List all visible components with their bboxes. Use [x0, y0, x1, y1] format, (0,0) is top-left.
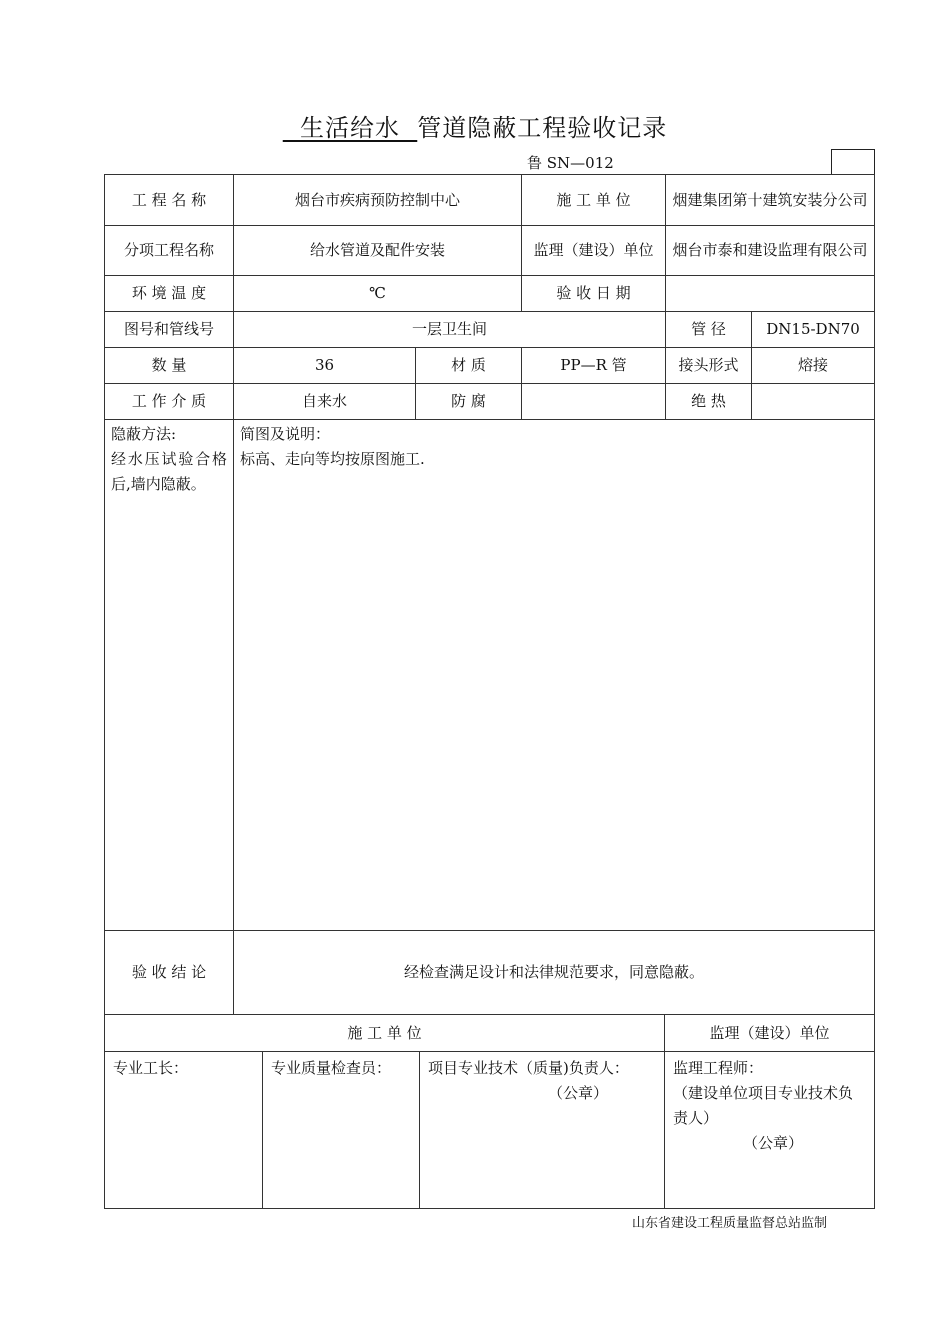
tech-lead-label: 项目专业技术（质量)负责人： — [428, 1059, 629, 1077]
inspection-date-label: 验 收 日 期 — [522, 276, 666, 312]
temperature-value: ℃ — [234, 276, 522, 312]
drawing-value: 一层卫生间 — [234, 312, 666, 348]
quantity-label: 数 量 — [105, 348, 234, 384]
foreman-label: 专业工长： — [113, 1059, 189, 1077]
inspector-cell — [263, 1052, 420, 1209]
tech-lead-cell — [420, 1052, 665, 1209]
sketch-cell — [234, 420, 875, 931]
signature-header-row — [105, 1015, 875, 1052]
sub-project-value: 给水管道及配件安装 — [234, 226, 522, 276]
engineer-note: （建设单位项目专业技术负责人） — [673, 1084, 854, 1127]
project-name-label: 工 程 名 称 — [105, 175, 234, 226]
row-project — [105, 175, 875, 226]
document-title — [0, 108, 950, 143]
sub-project-label: 分项工程名称 — [105, 226, 234, 276]
inspection-date-value — [666, 276, 875, 312]
supervisor-value: 烟台市泰和建设监理有限公司 — [666, 226, 875, 276]
builder-header: 施 工 单 位 — [105, 1015, 665, 1052]
title-rest: 管道隐蔽工程验收记录 — [417, 114, 668, 142]
engineer-stamp: （公章） — [743, 1134, 804, 1152]
concealment-method-text: 经水压试验合格后,墙内隐蔽。 — [111, 450, 227, 493]
concealment-method-cell — [105, 420, 234, 931]
conclusion-text: 经检查满足设计和法律规范要求，同意隐蔽。 — [234, 931, 875, 1015]
row-drawing — [105, 312, 875, 348]
row-temperature — [105, 276, 875, 312]
sketch-title: 简图及说明： — [240, 425, 331, 443]
supervisor-header: 监理（建设）单位 — [665, 1015, 875, 1052]
concealment-method-title: 隐蔽方法: — [111, 425, 177, 443]
builder-label: 施 工 单 位 — [522, 175, 666, 226]
row-concealment — [105, 420, 875, 931]
medium-label: 工 作 介 质 — [105, 384, 234, 420]
conclusion-label: 验 收 结 论 — [105, 931, 234, 1015]
engineer-cell — [665, 1052, 875, 1209]
row-medium — [105, 384, 875, 420]
inspection-form-table — [104, 174, 875, 1015]
sketch-text: 标高、走向等均按原图施工. — [240, 450, 425, 468]
anticorrosion-value — [522, 384, 666, 420]
signature-table — [104, 1014, 875, 1209]
temperature-label: 环 境 温 度 — [105, 276, 234, 312]
supervisor-label: 监理（建设）单位 — [522, 226, 666, 276]
foreman-cell — [105, 1052, 263, 1209]
drawing-label: 图号和管线号 — [105, 312, 234, 348]
signature-row — [105, 1052, 875, 1209]
inspector-label: 专业质量检查员： — [271, 1059, 392, 1077]
insulation-value — [752, 384, 875, 420]
tech-stamp: （公章） — [548, 1084, 609, 1102]
joint-value: 熔接 — [752, 348, 875, 384]
engineer-label: 监理工程师： — [673, 1059, 764, 1077]
insulation-label: 绝 热 — [666, 384, 752, 420]
builder-value: 烟建集团第十建筑安装分公司 — [666, 175, 875, 226]
joint-label: 接头形式 — [666, 348, 752, 384]
diameter-value: DN15-DN70 — [752, 312, 875, 348]
medium-value: 自来水 — [234, 384, 416, 420]
quantity-value: 36 — [234, 348, 416, 384]
title-underlined-part: 生活给水 — [300, 114, 400, 142]
footer-issuer: 山东省建设工程质量监督总站监制 — [632, 1216, 828, 1231]
anticorrosion-label: 防 腐 — [416, 384, 522, 420]
material-label: 材 质 — [416, 348, 522, 384]
project-name-value: 烟台市疾病预防控制中心 — [234, 175, 522, 226]
corner-number-box — [831, 149, 875, 175]
material-value: PP—R 管 — [522, 348, 666, 384]
diameter-label: 管 径 — [666, 312, 752, 348]
row-conclusion — [105, 931, 875, 1015]
row-subproject — [105, 226, 875, 276]
row-quantity — [105, 348, 875, 384]
form-code: 鲁 SN—012 — [527, 154, 614, 172]
